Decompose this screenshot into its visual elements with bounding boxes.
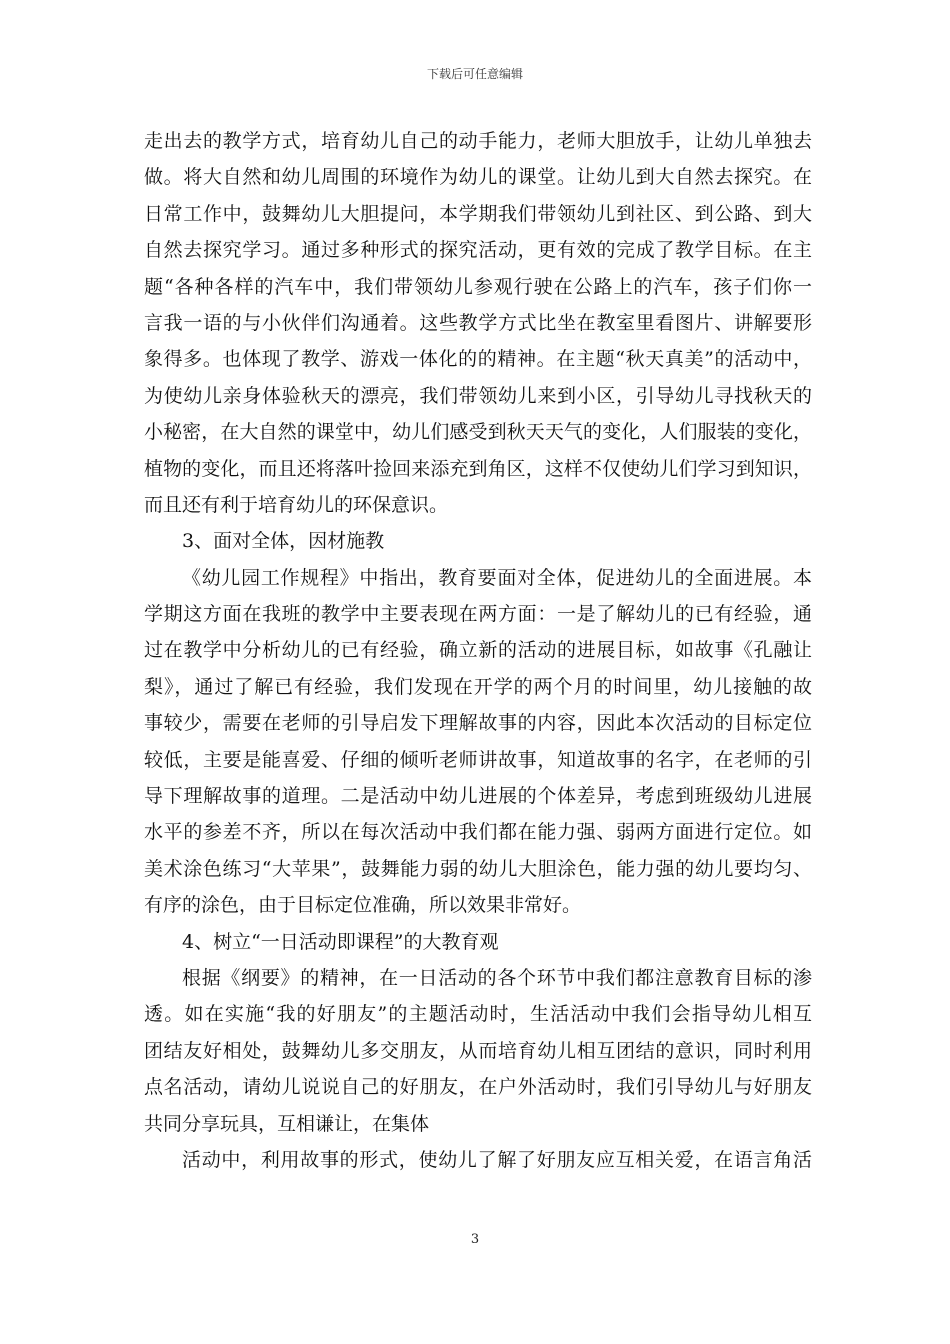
- body-line: 梨》，通过了解已有经验，我们发现在开学的两个月的时间里，幼儿接触的故: [144, 675, 812, 698]
- body-line: 有序的涂色，由于目标定位准确，所以效果非常好。: [144, 894, 582, 917]
- body-line: 水平的参差不齐，所以在每次活动中我们都在能力强、弱两方面进行定位。如: [144, 821, 812, 844]
- page-number: 3: [470, 1232, 480, 1247]
- body-line: 《幼儿园工作规程》中指出，教育要面对全体，促进幼儿的全面进展。本: [182, 566, 812, 589]
- body-line: 团结友好相处，鼓舞幼儿多交朋友，从而培育幼儿相互团结的意识，同时利用: [144, 1039, 812, 1062]
- body-line: 根据《纲要》的精神，在一日活动的各个环节中我们都注意教育目标的渗: [182, 966, 812, 989]
- page-header: 下载后可任意编辑: [426, 67, 523, 81]
- section-heading: 4、树立“一日活动即课程”的大教育观: [182, 930, 499, 953]
- body-line: 日常工作中，鼓舞幼儿大胆提问，本学期我们带领幼儿到社区、到公路、到大: [144, 202, 812, 225]
- body-line: 题“各种各样的汽车中，我们带领幼儿参观行驶在公路上的汽车，孩子们你一: [144, 275, 812, 298]
- body-line: 美术涂色练习“大苹果”，鼓舞能力弱的幼儿大胆涂色，能力强的幼儿要均匀、: [144, 857, 812, 880]
- body-line: 象得多。也体现了教学、游戏一体化的的精神。在主题“秋天真美”的活动中，: [144, 348, 812, 371]
- body-line: 透。如在实施“我的好朋友”的主题活动时，生活活动中我们会指导幼儿相互: [144, 1003, 812, 1026]
- section-heading: 3、面对全体，因材施教: [182, 530, 385, 553]
- body-line: 过在教学中分析幼儿的已有经验，确立新的活动的进展目标，如故事《孔融让: [144, 639, 812, 662]
- body-line: 植物的变化，而且还将落叶捡回来添充到角区，这样不仅使幼儿们学习到知识，: [144, 457, 812, 480]
- body-line: 走出去的教学方式，培育幼儿自己的动手能力，老师大胆放手，让幼儿单独去: [144, 130, 812, 152]
- body-line: 小秘密，在大自然的课堂中，幼儿们感受到秋天天气的变化，人们服装的变化，: [144, 421, 812, 444]
- body-line: 做。将大自然和幼儿周围的环境作为幼儿的课堂。让幼儿到大自然去探究。在: [144, 166, 812, 189]
- body-line: 点名活动，请幼儿说说自己的好朋友，在户外活动时，我们引导幼儿与好朋友: [144, 1076, 812, 1099]
- body-line: 自然去探究学习。通过多种形式的探究活动，更有效的完成了教学目标。在主: [144, 239, 812, 262]
- body-line: 而且还有利于培育幼儿的环保意识。: [144, 493, 449, 516]
- body-line: 较低，主要是能喜爱、仔细的倾听老师讲故事，知道故事的名字，在老师的引: [144, 748, 812, 771]
- body-line: 共同分享玩具，互相谦让，在集体: [144, 1112, 430, 1135]
- document-body: [144, 123, 812, 1178]
- body-line: 活动中，利用故事的形式，使幼儿了解了好朋友应互相关爱，在语言角活: [182, 1148, 812, 1171]
- body-line: 事较少，需要在老师的引导启发下理解故事的内容，因此本次活动的目标定位: [144, 712, 812, 735]
- body-line: 为使幼儿亲身体验秋天的漂亮，我们带领幼儿来到小区，引导幼儿寻找秋天的: [144, 384, 812, 407]
- body-line: 言我一语的与小伙伴们沟通着。这些教学方式比坐在教室里看图片、讲解要形: [144, 311, 812, 334]
- body-line: 学期这方面在我班的教学中主要表现在两方面：一是了解幼儿的已有经验，通: [144, 603, 812, 626]
- body-line: 导下理解故事的道理。二是活动中幼儿进展的个体差异，考虑到班级幼儿进展: [144, 785, 812, 808]
